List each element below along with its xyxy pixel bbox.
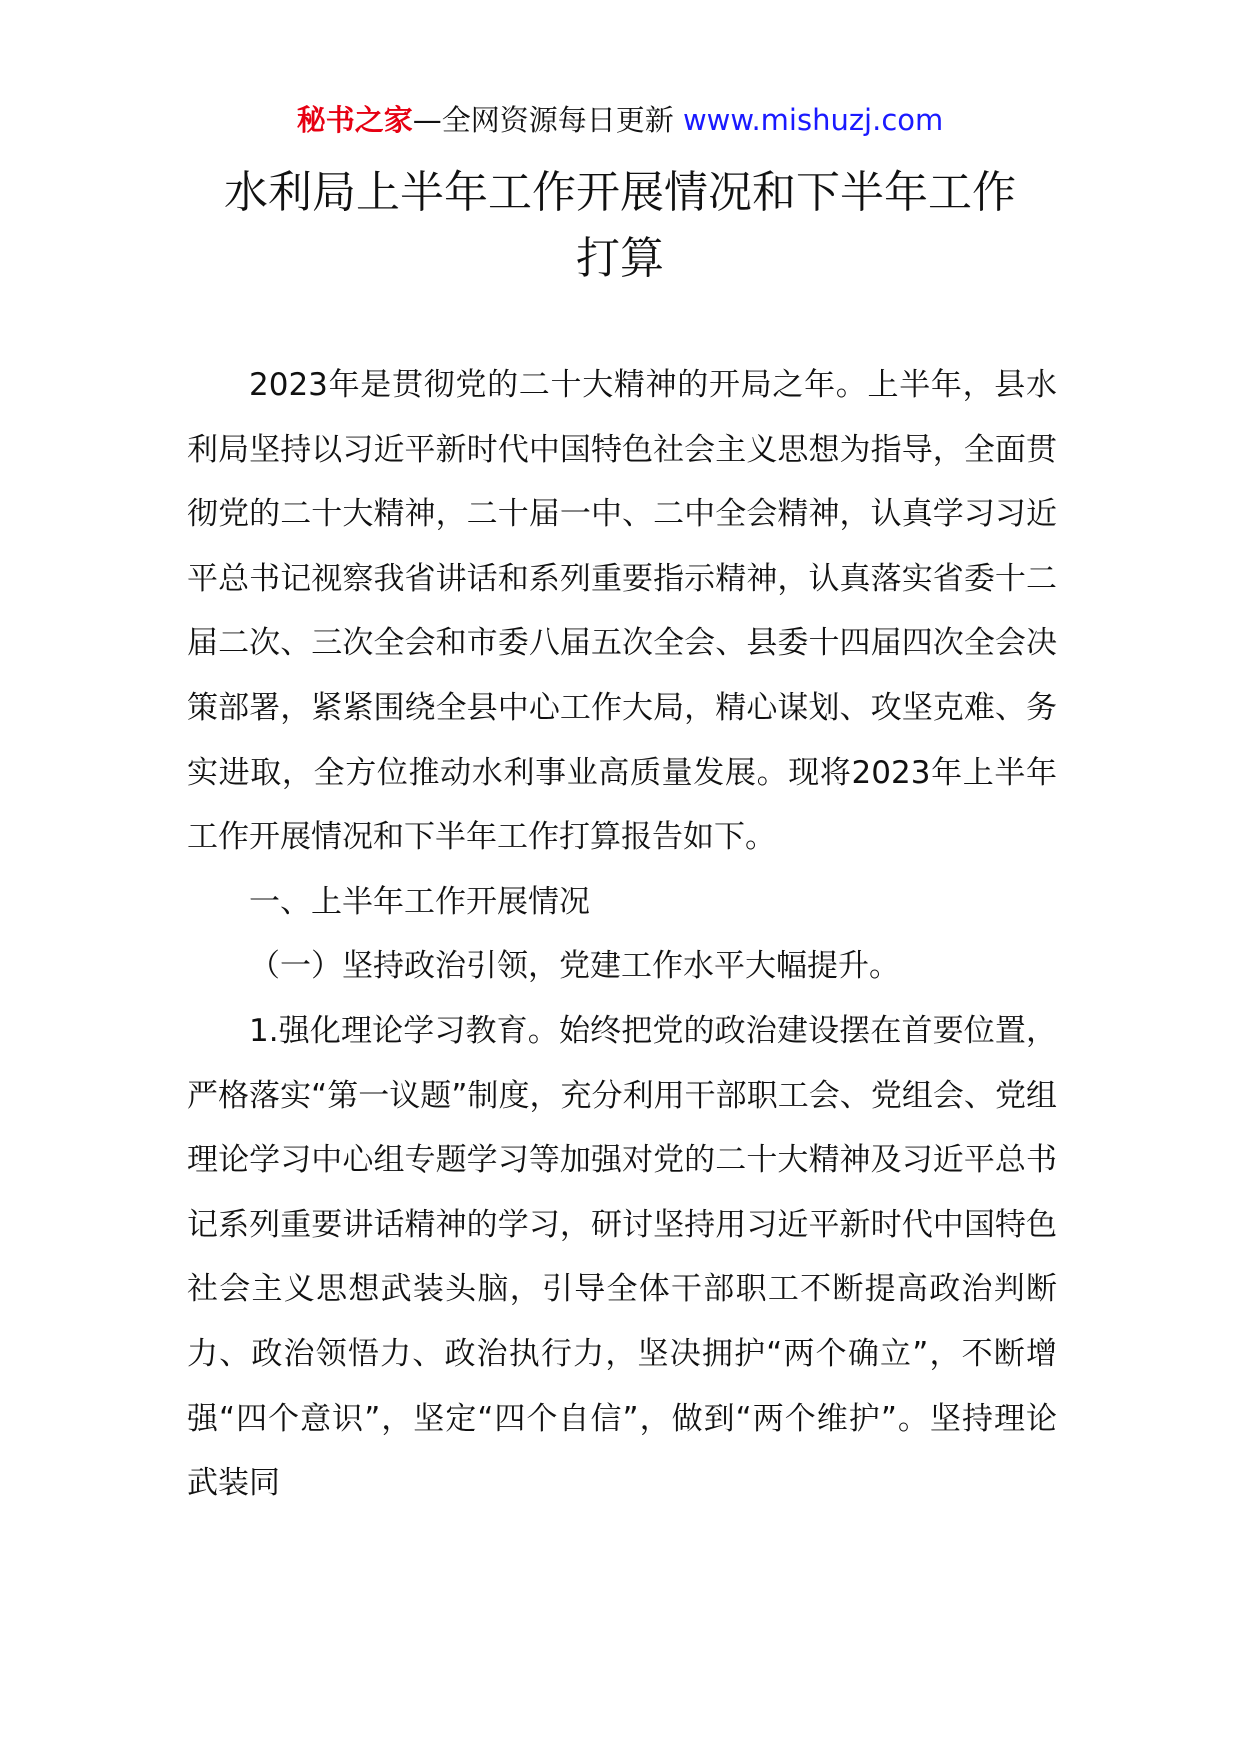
- header-banner: [0, 100, 1240, 140]
- banner-tagline: —全网资源每日更新: [412, 103, 683, 137]
- section-heading: 一、上半年工作开展情况: [249, 883, 590, 920]
- brand-name: 秘书之家: [296, 103, 413, 137]
- website-link[interactable]: www.mishuzj.com: [682, 103, 944, 137]
- body-paragraph: 1.强化理论学习教育。始终把党的政治建设摆在首要位置，严格落实“第一议题”制度，充分利用干部职工会、党组会、党组理论学习中心组专题学习等加强对党的二十大精神及习近平总书记系列重要讲话精神的学习，研讨坚持用习近平新时代中国特色社会主义思想武装头脑，引导全体干部职工不断提高政治判断力、政治领悟力、政治执行力，坚决拥护“两个确立”，不断增强“四个意识”，坚定“四个自信”，做到“两个维护”。坚持理论武装同: [187, 1012, 1057, 1502]
- title-line-2: 打算: [576, 233, 664, 284]
- subsection-heading: （一）坚持政治引领，党建工作水平大幅提升。: [249, 948, 900, 985]
- document-body: [187, 353, 1057, 1516]
- document-title: [150, 160, 1090, 292]
- intro-paragraph: 2023年是贯彻党的二十大精神的开局之年。上半年，县水利局坚持以习近平新时代中国特色社会主义思想为指导，全面贯彻党的二十大精神，二十届一中、二中全会精神，认真学习习近平总书记视察我省讲话和系列重要指示精神，认真落实省委十二届二次、三次全会和市委八届五次全会、县委十四届四次全会决策部署，紧紧围绕全县中心工作大局，精心谋划、攻坚克难、务实进取，全方位推动水利事业高质量发展。现将2023年上半年工作开展情况和下半年工作打算报告如下。: [187, 367, 1057, 856]
- title-line-1: 水利局上半年工作开展情况和下半年工作: [224, 167, 1016, 218]
